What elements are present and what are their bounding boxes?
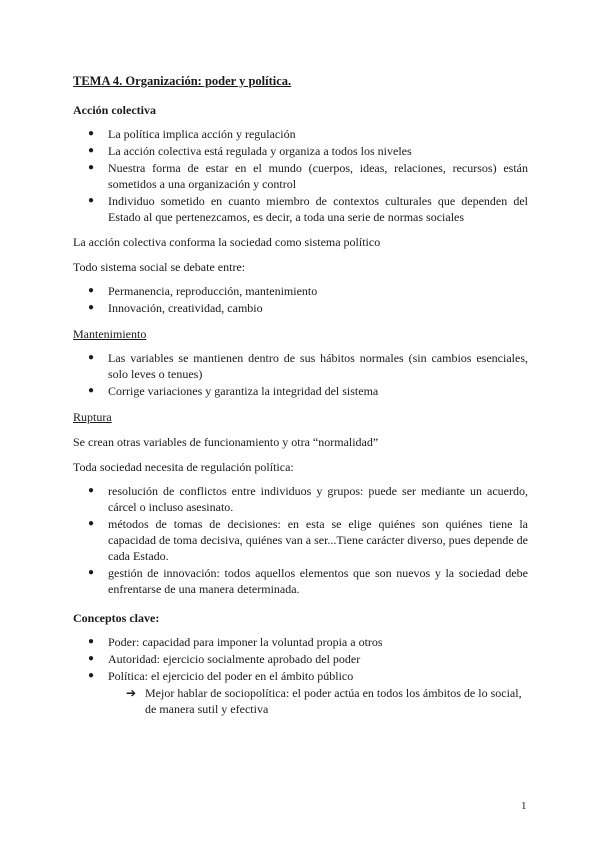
bullet-icon: ● — [88, 352, 95, 363]
bullet-icon: ● — [88, 567, 95, 578]
list-item: ● resolución de conflictos entre individuos y grupos: puede ser mediante un acuerdo, cárcel o incluso asesinato. — [88, 484, 528, 514]
bullet-icon: ● — [88, 162, 95, 173]
bullet-icon: ● — [88, 518, 95, 529]
page-title: TEMA 4. Organización: poder y política. — [73, 74, 292, 88]
bullet-icon: ● — [88, 302, 95, 313]
section-heading-ruptura: Ruptura — [73, 410, 112, 424]
list-item: ● métodos de tomas de decisiones: en esta se elige quiénes son quiénes tiene la capacidad de toma decisiva, quiénes van a ser...Tiene carácter diverso, pues depende de cada Estado. — [88, 517, 528, 563]
bullet-icon: ● — [88, 636, 95, 647]
list-item: ● Política: el ejercicio del poder en el ámbito público — [88, 669, 354, 683]
list-item: ➔ Mejor hablar de sociopolítica: el poder actúa en todos los ámbitos de lo social, de manera sutil y efectiva — [126, 686, 522, 716]
regulacion-list — [73, 483, 528, 597]
bullet-icon: ● — [88, 128, 95, 139]
bullet-icon: ● — [88, 670, 95, 681]
page-content — [73, 73, 528, 717]
list-item: ● Poder: capacidad para imponer la voluntad propia a otros — [88, 635, 383, 649]
list-item: ● Nuestra forma de estar en el mundo (cuerpos, ideas, relaciones, recursos) están sometidos a una organización y control — [88, 161, 528, 191]
section-heading-conceptos: Conceptos clave: — [73, 611, 160, 625]
paragraph: Se crean otras variables de funcionamiento y otra “normalidad” — [73, 435, 379, 449]
list-item: ● Autoridad: ejercicio socialmente aprobado del poder — [88, 652, 361, 666]
section-heading-accion-colectiva: Acción colectiva — [73, 103, 156, 117]
paragraph: Todo sistema social se debate entre: — [73, 260, 246, 274]
bullet-icon: ● — [88, 285, 95, 296]
bullet-icon: ● — [88, 145, 95, 156]
conceptos-sublist — [73, 685, 528, 717]
arrow-right-icon: ➔ — [126, 686, 137, 700]
bullet-icon: ● — [88, 653, 95, 664]
paragraph: La acción colectiva conforma la sociedad como sistema político — [73, 235, 381, 249]
paragraph: Toda sociedad necesita de regulación política: — [73, 460, 294, 474]
list-item: ● La política implica acción y regulación — [88, 127, 296, 141]
list-item: ● gestión de innovación: todos aquellos elementos que son nuevos y la sociedad debe enfrentarse de una manera determinada. — [88, 566, 528, 596]
conceptos-list — [73, 634, 528, 684]
mantenimiento-list — [73, 350, 528, 399]
list-item: ● Las variables se mantienen dentro de sus hábitos normales (sin cambios esenciales, solo leves o tenues) — [88, 351, 528, 381]
bullet-icon: ● — [88, 385, 95, 396]
list-item: ● Corrige variaciones y garantiza la integridad del sistema — [88, 384, 379, 398]
debate-list — [73, 283, 528, 316]
bullet-icon: ● — [88, 195, 95, 206]
list-item: ● Innovación, creatividad, cambio — [88, 301, 263, 315]
bullet-icon: ● — [88, 485, 95, 496]
list-item: ● Individuo sometido en cuanto miembro de contextos culturales que dependen del Estado al que pertenezcamos, es decir, a toda una serie de normas sociales — [88, 194, 528, 224]
list-item: ● Permanencia, reproducción, mantenimiento — [88, 284, 318, 298]
page-number: 1 — [521, 800, 527, 812]
accion-colectiva-list — [73, 126, 528, 225]
list-item: ● La acción colectiva está regulada y organiza a todos los niveles — [88, 144, 412, 158]
section-heading-mantenimiento: Mantenimiento — [73, 327, 147, 341]
